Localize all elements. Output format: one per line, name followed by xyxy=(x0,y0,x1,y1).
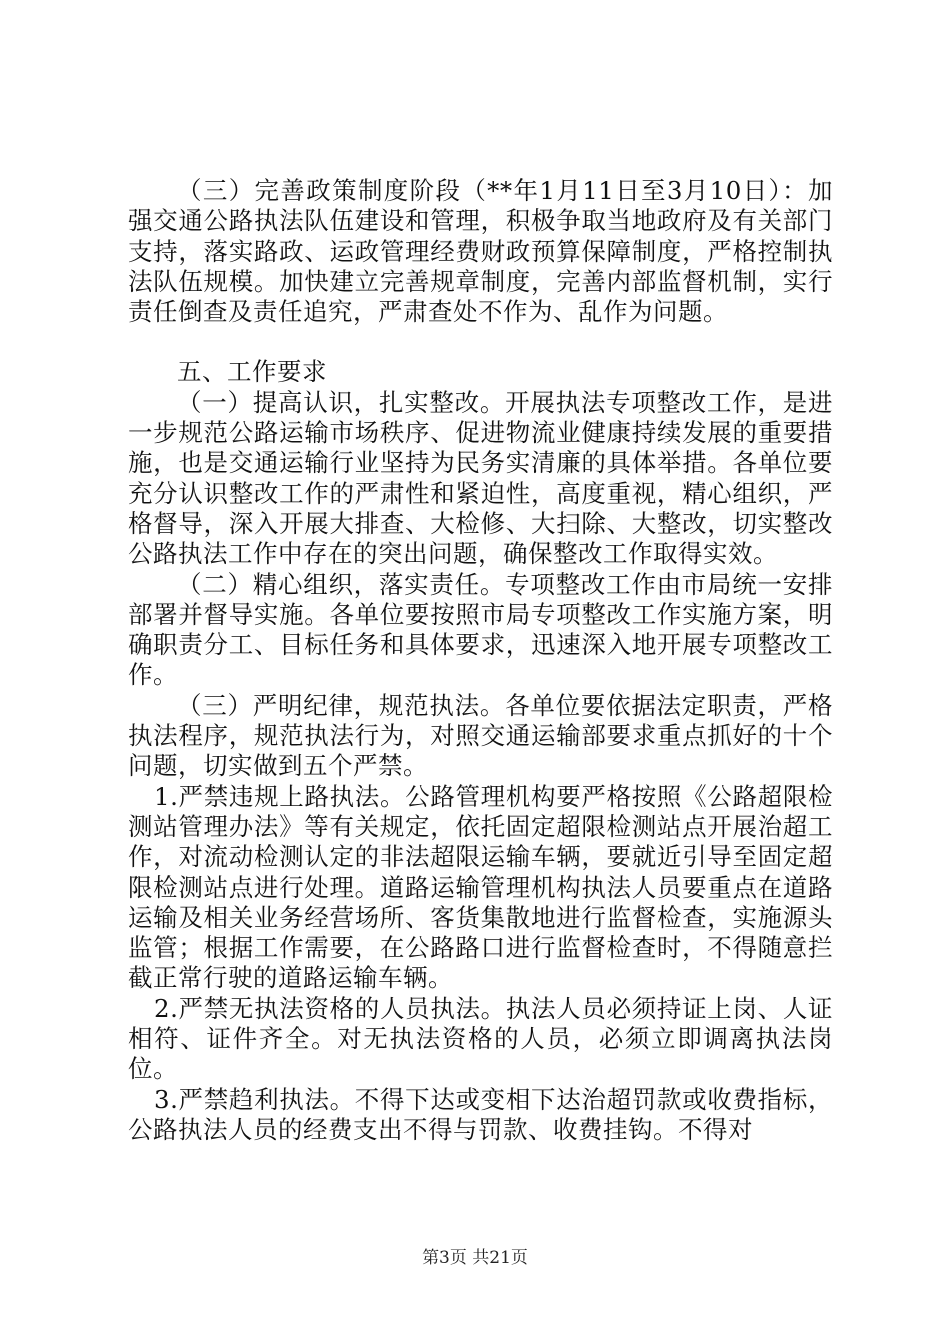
paragraph-spacer xyxy=(128,327,833,357)
paragraph-policy-stage: （三）完善政策制度阶段（**年1月11日至3月10日）：加强交通公路执法队伍建设和管理，积极争取当地政府及有关部门支持，落实路政、运政管理经费财政预算保障制度，严格控制执法队伍规模。加快建立完善规章制度，完善内部监督机制，实行责任倒查及责任追究，严肃查处不作为、乱作为问题。 xyxy=(128,176,833,327)
paragraph-item-1: 1.严禁违规上路执法。公路管理机构要严格按照《公路超限检测站管理办法》等有关规定，依托固定超限检测站点开展治超工作，对流动检测认定的非法超限运输车辆，要就近引导至固定超限检测站点进行处理。道路运输管理机构执法人员要重点在道路运输及相关业务经营场所、客货集散地进行监督检查，实施源头监管；根据工作需要，在公路路口进行监督检查时，不得随意拦截正常行驶的道路运输车辆。 xyxy=(128,781,833,993)
paragraph-discipline: （三）严明纪律，规范执法。各单位要依据法定职责，严格执法程序，规范执法行为，对照交通运输部要求重点抓好的十个问题，切实做到五个严禁。 xyxy=(128,690,833,781)
paragraph-item-2: 2.严禁无执法资格的人员执法。执法人员必须持证上岗、人证相符、证件齐全。对无执法资格的人员，必须立即调离执法岗位。 xyxy=(128,993,833,1084)
paragraph-item-3: 3.严禁趋利执法。不得下达或变相下达治超罚款或收费指标，公路执法人员的经费支出不得与罚款、收费挂钩。不得对 xyxy=(128,1084,833,1144)
document-body xyxy=(128,176,833,1145)
page-number-footer: 第3页 共21页 xyxy=(422,1248,528,1268)
paragraph-organize-responsibility: （二）精心组织，落实责任。专项整改工作由市局统一安排部署并督导实施。各单位要按照市局专项整改工作实施方案，明确职责分工、目标任务和具体要求，迅速深入地开展专项整改工作。 xyxy=(128,569,833,690)
paragraph-raise-awareness: （一）提高认识，扎实整改。开展执法专项整改工作，是进一步规范公路运输市场秩序、促进物流业健康持续发展的重要措施，也是交通运输行业坚持为民务实清廉的具体举措。各单位要充分认识整改工作的严肃性和紧迫性，高度重视，精心组织，严格督导，深入开展大排查、大检修、大扫除、大整改，切实整改公路执法工作中存在的突出问题，确保整改工作取得实效。 xyxy=(128,387,833,569)
section-heading-work-requirements: 五、工作要求 xyxy=(177,357,327,387)
